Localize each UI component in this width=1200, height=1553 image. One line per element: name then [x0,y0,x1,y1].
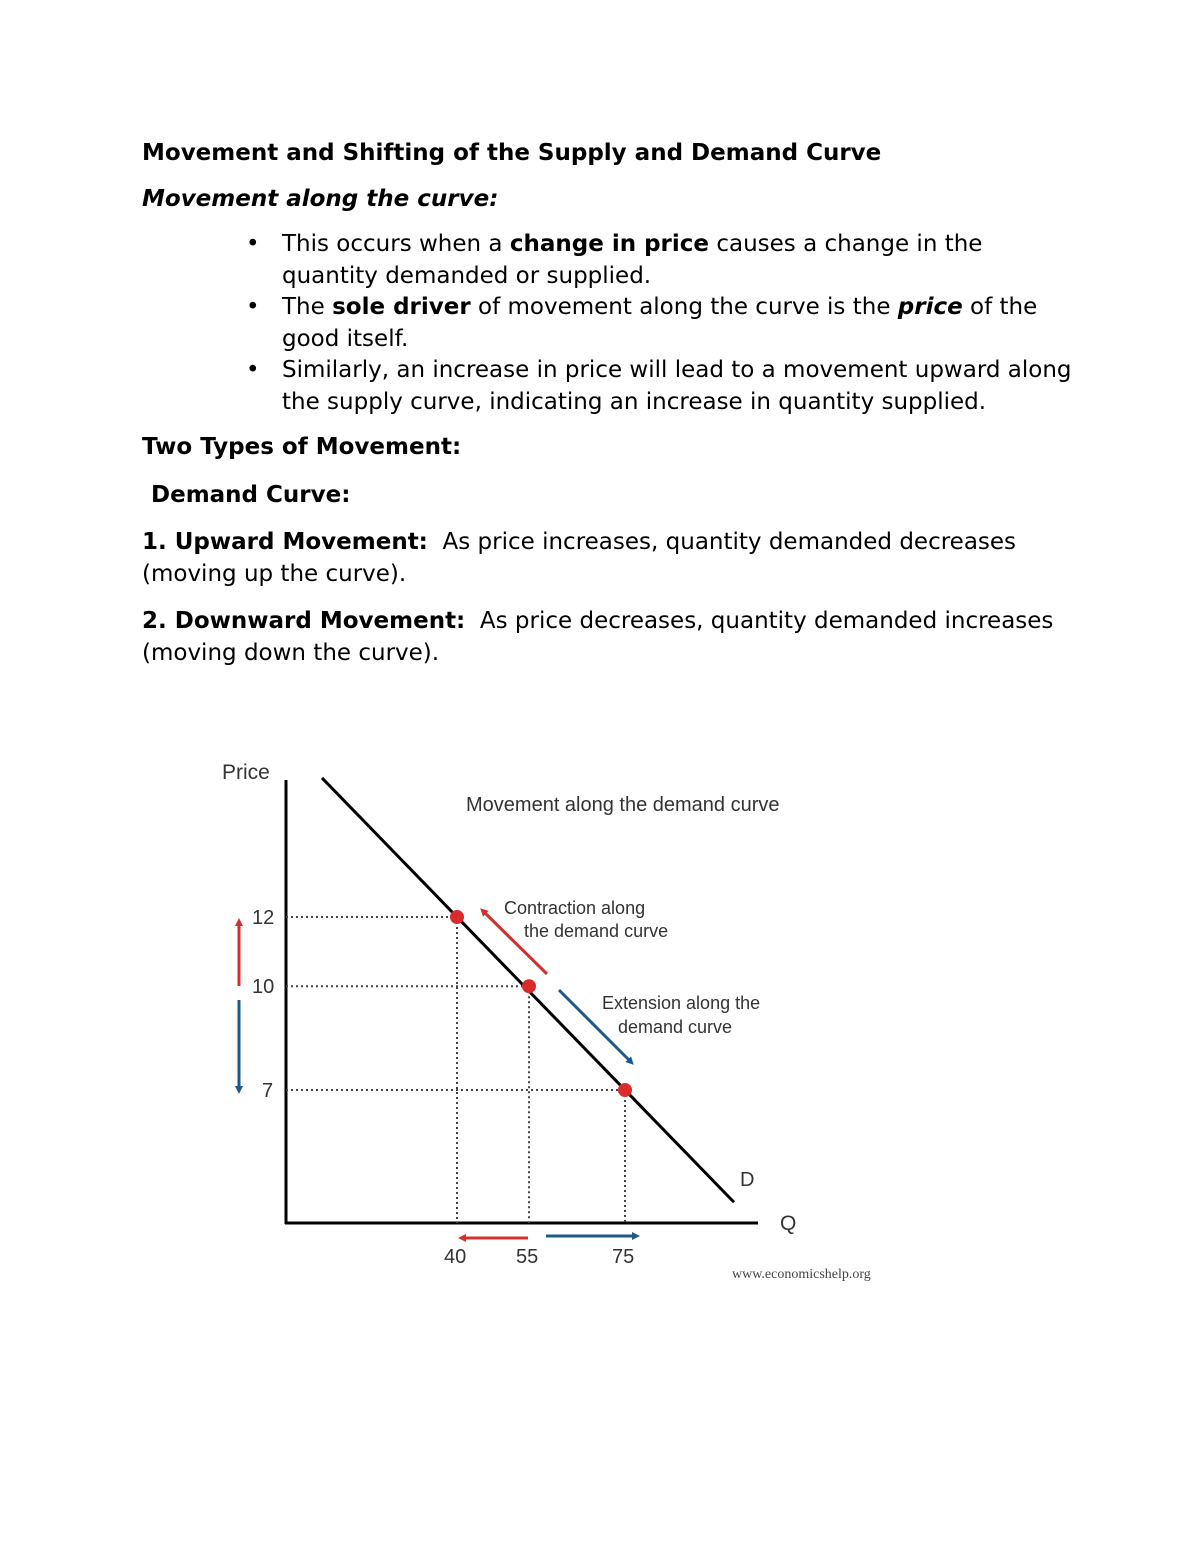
demand-curve-figure [210,750,900,1290]
x-ticks [444,1246,634,1268]
upward-movement-label: 1. Upward Movement: [142,529,428,555]
demand-chart [210,750,900,1290]
chart-title: Movement along the demand curve [466,794,780,816]
bullet-item: • This occurs when a change in price causes a change in the quantity demanded or supplied. [246,231,983,289]
data-point [522,979,536,993]
y-tick-label: 10 [252,976,275,999]
bullet-glyph: • [246,231,260,257]
downward-movement-paragraph: 2. Downward Movement: As price decreases, quantity demanded increases (moving down the curve). [142,608,1061,666]
extension-annotation-line1: Extension along the [602,993,761,1013]
downward-movement-label: 2. Downward Movement: [142,608,466,634]
bullet-list [142,229,1072,418]
data-point [618,1083,632,1097]
types-heading: Two Types of Movement: [142,434,462,460]
contraction-annotation-line2: the demand curve [524,921,669,941]
y-tick-label: 7 [262,1080,274,1102]
document-body [142,138,1072,685]
page-title: Movement and Shifting of the Supply and Demand Curve [142,140,882,166]
contraction-annotation-line1: Contraction along [504,898,646,918]
source-credit: www.economicshelp.org [732,1267,871,1282]
bullet-glyph: • [246,357,260,383]
demand-curve-heading: Demand Curve: [151,481,351,508]
y-axis-label: Price [222,761,270,784]
data-point [450,910,464,924]
upward-movement-paragraph: 1. Upward Movement: As price increases, quantity demanded decreases (moving up the curve). [142,529,1024,587]
x-tick-label: 40 [444,1246,467,1268]
curve-label: D [740,1169,755,1191]
guide-lines [286,917,625,1223]
x-tick-label: 55 [516,1246,539,1268]
y-tick-label: 12 [252,907,275,929]
x-tick-label: 75 [612,1246,635,1268]
bullet-item: • The sole driver of movement along the curve is the price of the good itself. [246,294,1038,352]
x-axis-label: Q [780,1212,797,1235]
bullet-glyph: • [246,294,260,320]
extension-annotation-line2: demand curve [618,1017,733,1037]
y-ticks [252,907,274,1102]
section-subheading: Movement along the curve: [142,185,499,212]
bullet-item: • Similarly, an increase in price will lead to a movement upward along the supply curve, indicating an increase in quantity supplied. [246,357,1072,415]
